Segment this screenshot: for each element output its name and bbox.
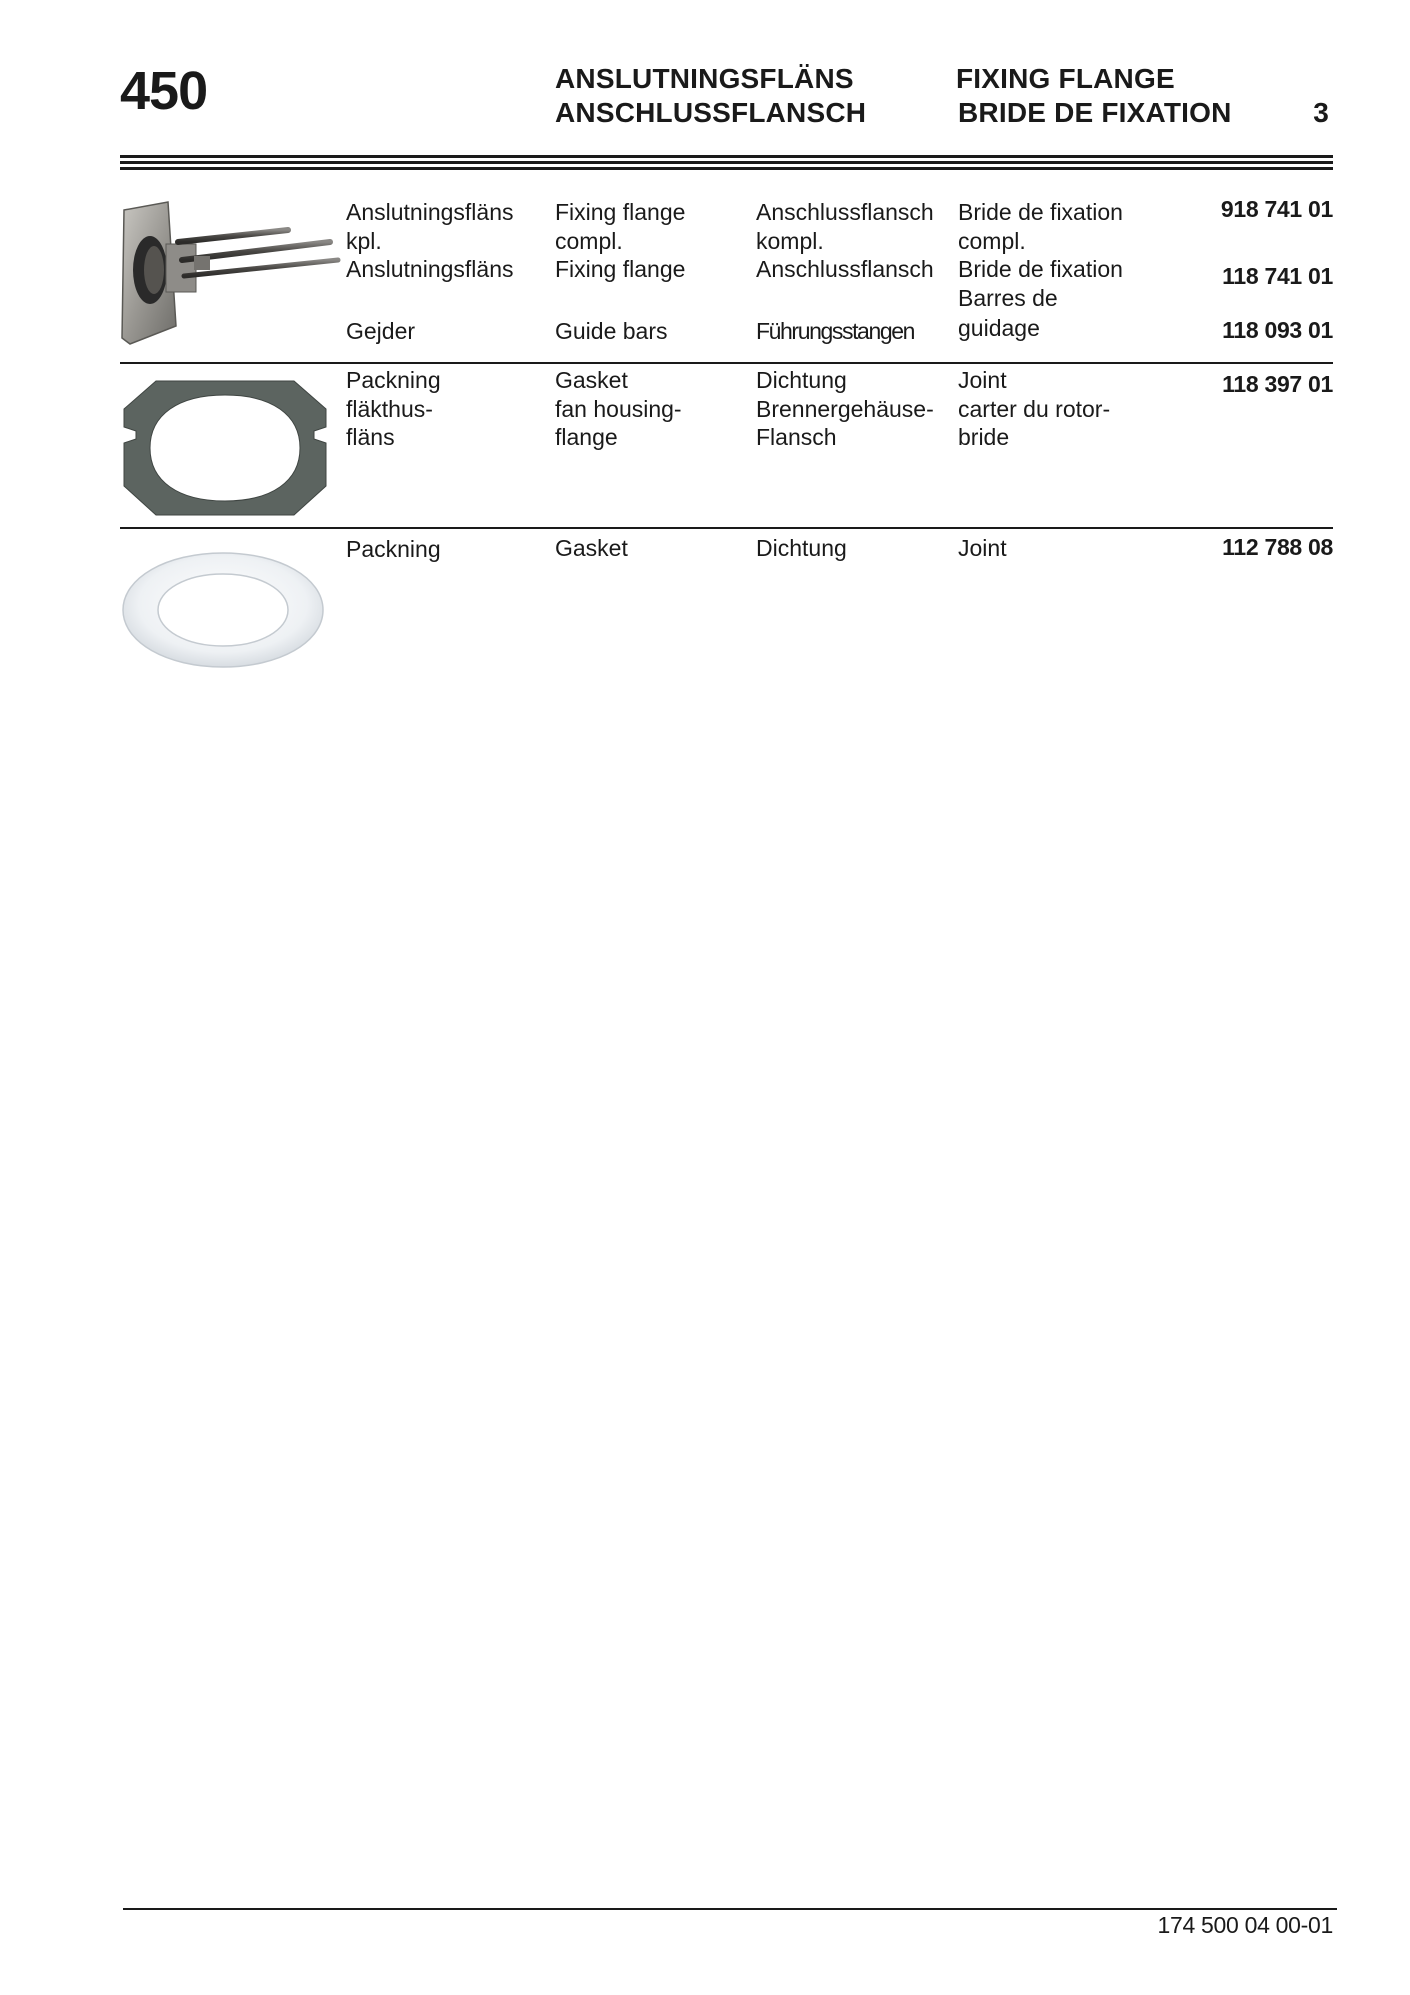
row1-swedish: Anslutningsfläns kpl. Anslutningsfläns	[346, 199, 514, 282]
title-german: ANSCHLUSSFLANSCH	[555, 97, 867, 128]
page-number: 3	[1313, 97, 1329, 128]
header-rule-3	[120, 167, 1333, 170]
row3-french: Joint carter du rotor- bride	[958, 367, 1111, 450]
header-rule-1	[120, 155, 1333, 158]
row4-swedish: Packning	[346, 536, 441, 562]
octagonal-gasket-image	[122, 375, 328, 520]
row4-german: Dichtung	[756, 535, 847, 561]
document-number: 174 500 04 00-01	[1157, 1912, 1333, 1938]
row1-french: Bride de fixation compl. Bride de fixation Barres de	[958, 199, 1123, 311]
row2-english: Guide bars	[555, 318, 668, 344]
part-number: 112 788 08	[1222, 534, 1333, 560]
part-number: 118 093 01	[1222, 317, 1333, 343]
title-english: FIXING FLANGE	[956, 63, 1175, 94]
part-number: 918 741 01	[1220, 196, 1333, 222]
title-french: BRIDE DE FIXATION	[958, 97, 1232, 128]
row1-german: Anschlussflansch kompl. Anschlussflansch	[756, 199, 934, 282]
row4-french: Joint	[958, 535, 1007, 561]
title-swedish: ANSLUTNINGSFLÄNS	[555, 63, 854, 94]
header-rule-2	[120, 161, 1333, 164]
part-number: 118 741 01	[1222, 263, 1333, 289]
row-divider	[120, 527, 1333, 529]
round-gasket-image	[120, 550, 326, 670]
fixing-flange-image	[118, 198, 338, 348]
row2-french: guidage	[958, 315, 1040, 341]
footer-rule	[123, 1908, 1337, 1910]
part-number: 118 397 01	[1222, 371, 1333, 397]
section-number: 450	[120, 61, 208, 121]
row3-swedish: Packning fläkthus- fläns	[346, 367, 441, 450]
row-divider	[120, 362, 1333, 364]
row2-german: Führungsstangen	[756, 318, 915, 344]
row1-english: Fixing flange compl. Fixing flange	[555, 199, 686, 282]
row2-swedish: Gejder	[346, 318, 416, 344]
row3-english: Gasket fan housing- flange	[555, 367, 682, 450]
row4-english: Gasket	[555, 535, 628, 561]
row3-german: Dichtung Brennergehäuse- Flansch	[756, 367, 934, 450]
